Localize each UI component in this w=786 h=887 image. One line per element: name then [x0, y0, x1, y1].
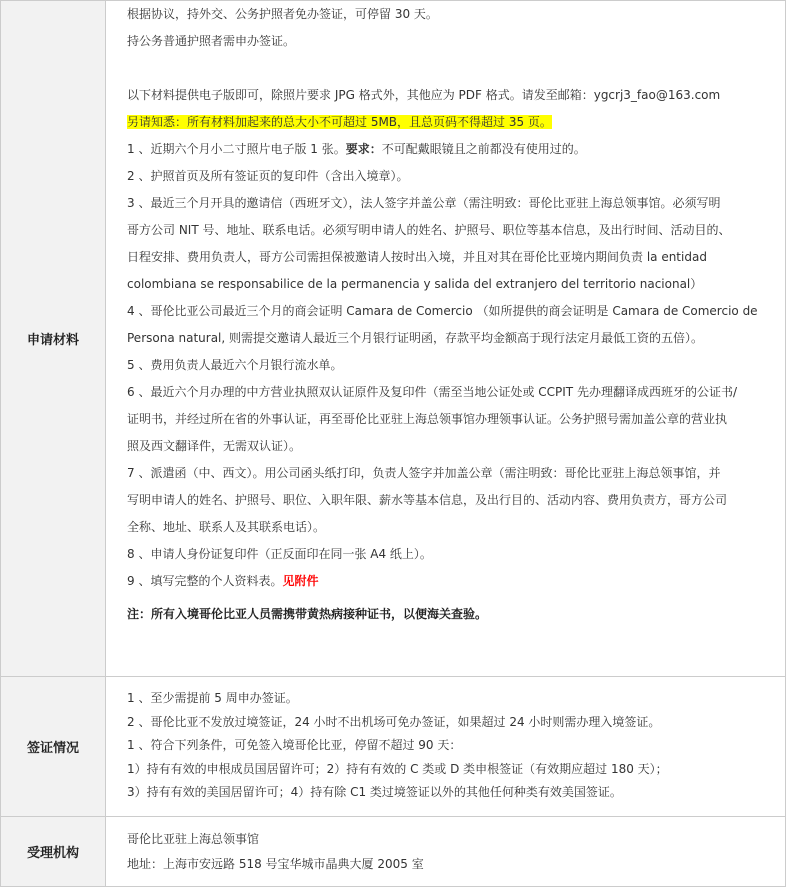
material-item-6-line-3: 照及西文翻译件，无需双认证）。: [127, 439, 302, 453]
office-address: 地址：上海市安远路 518 号宝华城市晶典大厦 2005 室: [127, 857, 424, 871]
visa-line-4: 1）持有有效的申根成员国居留许可；2）持有有效的 C 类或 D 类申根签证（有效期应超过 180 天）；: [127, 761, 668, 776]
office-label: 受理机构: [1, 817, 106, 887]
visa-line-1: 1 、至少需提前 5 周申办签证。: [127, 691, 298, 705]
visa-row: [1, 677, 786, 817]
material-item-7-line-1: 7 、派遣函（中、西文）。用公司函头纸打印，负责人签字并加盖公章（需注明致：哥伦比亚驻上海总领事馆，并: [127, 466, 721, 480]
material-item-3-line-4: colombiana se responsabilice de la permanencia y salida del extranjero del territorio nacional）: [127, 277, 703, 291]
attachment-link[interactable]: 见附件: [282, 574, 319, 588]
item9-text: 9 、填写完整的个人资料表。: [127, 574, 283, 588]
material-item-8: 8 、申请人身份证复印件（正反面印在同一张 A4 纸上）。: [127, 547, 432, 561]
visa-label: 签证情况: [1, 677, 106, 817]
material-item-1: [127, 136, 785, 163]
material-item-3-line-2: 哥方公司 NIT 号、地址、联系电话。必须写明申请人的姓名、护照号、职位等基本信息，及出行时间、活动目的、: [127, 223, 731, 237]
visa-line-5: 3）持有有效的美国居留许可；4）持有除 C1 类过境签证以外的其他任何种类有效美国签证。: [127, 785, 622, 799]
material-item-7-line-3: 全称、地址、联系人及其联系电话）。: [127, 520, 326, 534]
intro-line-1: 根据协议，持外交、公务护照者免办签证，可停留 30 天。: [127, 7, 438, 21]
item1-text: 1 、近期六个月小二寸照片电子版 1 张。: [127, 142, 346, 156]
intro-line-2: 持公务普通护照者需申办签证。: [127, 34, 296, 48]
material-item-9: [127, 568, 785, 595]
material-item-3-line-3: 日程安排、费用负责人，哥方公司需担保被邀请人按时出入境，并且对其在哥伦比亚境内期间负责 la entidad: [127, 250, 707, 264]
material-item-7-line-2: 写明申请人的姓名、护照号、职位、入职年限、薪水等基本信息，及出行目的、活动内容、费用负责方，哥方公司: [127, 493, 728, 507]
office-row: [1, 817, 786, 887]
material-item-3-line-1: 3 、最近三个月开具的邀请信（西班牙文），法人签字并盖公章（需注明致：哥伦比亚驻上海总领事馆。必须写明: [127, 196, 721, 210]
electronic-note: 以下材料提供电子版即可，除照片要求 JPG 格式外，其他应为 PDF 格式。请发至邮箱：ygcrj3_fao@163.com: [127, 88, 721, 102]
office-name: 哥伦比亚驻上海总领事馆: [127, 832, 260, 846]
materials-row: [1, 1, 786, 677]
material-item-5: 5 、费用负责人最近六个月银行流水单。: [127, 358, 343, 372]
visa-line-2: 2 、哥伦比亚不发放过境签证，24 小时不出机场可免办签证，如果超过 24 小时则需办理入境签证。: [127, 714, 661, 729]
materials-label: 申请材料: [1, 1, 106, 677]
item1-requirement: 不可配戴眼镜且之前都没有使用过的。: [381, 142, 586, 156]
visa-line-3: 1 、符合下列条件，可免签入境哥伦比亚，停留不超过 90 天：: [127, 738, 462, 752]
materials-content: [106, 1, 786, 677]
material-item-4-line-1: 4 、哥伦比亚公司最近三个月的商会证明 Camara de Comercio （如所提供的商会证明是 Camara de Comercio de: [127, 304, 758, 318]
material-item-2: 2 、护照首页及所有签证页的复印件（含出入境章）。: [127, 169, 409, 183]
spacer: [127, 55, 785, 82]
item1-requirement-label: 要求：: [345, 142, 382, 156]
material-item-6-line-1: 6 、最近六个月办理的中方营业执照双认证原件及复印件（需至当地公证处或 CCPIT 先办理翻译成西班牙的公证书/: [127, 385, 737, 399]
yellow-fever-note: 注：所有入境哥伦比亚人员需携带黄热病接种证书，以便海关查验。: [127, 607, 488, 621]
highlighted-text: 另请知悉：所有材料加起来的总大小不可超过 5MB，且总页码不得超过 35 页。: [127, 115, 552, 129]
visa-content: [106, 677, 786, 817]
size-limit-note: [127, 109, 785, 136]
office-content: [106, 817, 786, 887]
material-item-4-line-2: Persona natural, 则需提交邀请人最近三个月银行证明函，存款平均金额高于现行法定月最低工资的五倍）。: [127, 331, 704, 345]
material-item-6-line-2: 证明书，并经过所在省的外事认证，再至哥伦比亚驻上海总领事馆办理领事认证。公务护照号需加盖公章的营业执: [127, 412, 728, 426]
